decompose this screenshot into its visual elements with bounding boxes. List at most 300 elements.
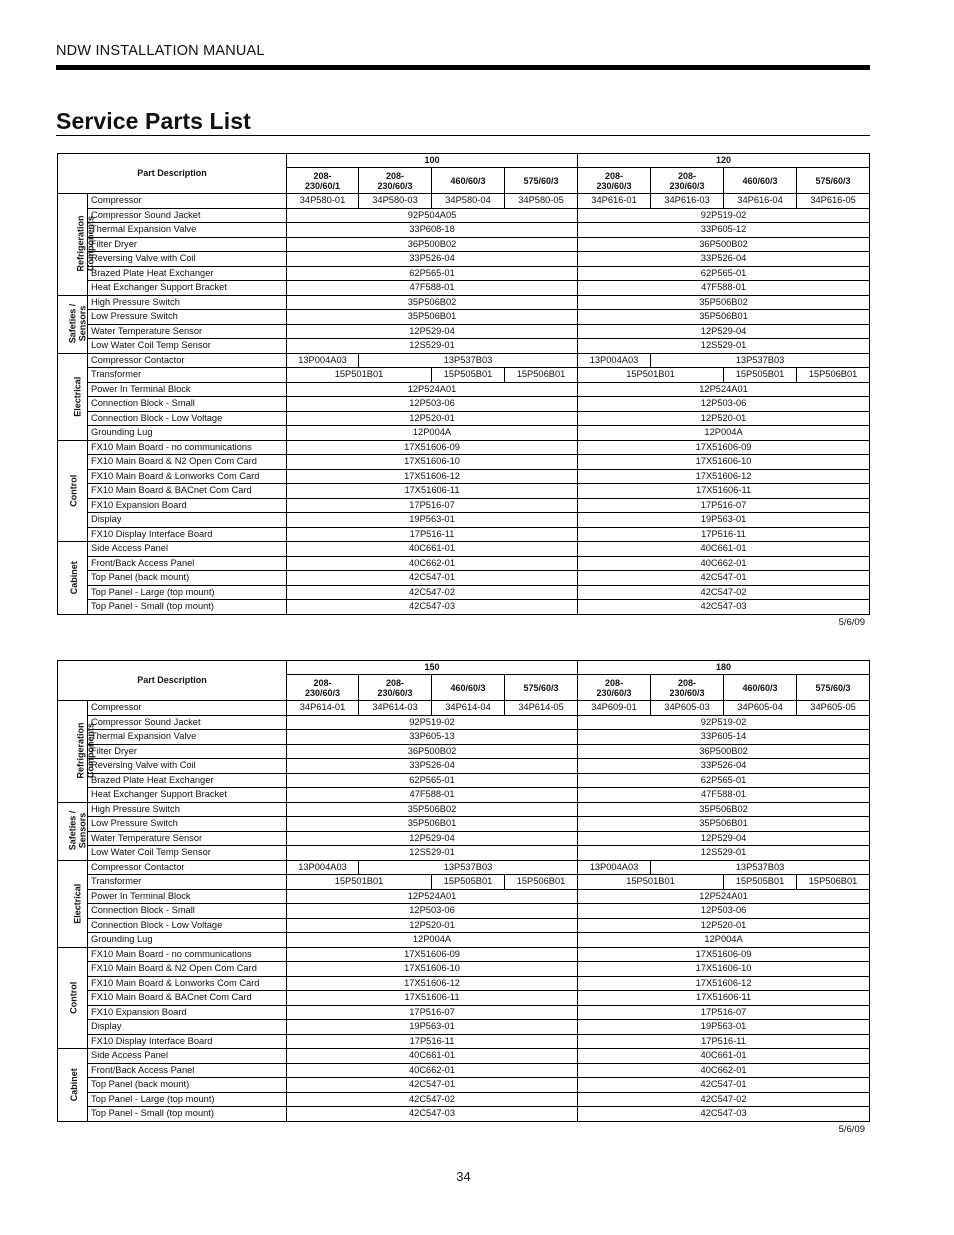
part-number: 12S529-01 xyxy=(287,846,578,861)
table-row xyxy=(58,1107,870,1122)
table-row xyxy=(58,194,870,209)
part-number: 17X51606-10 xyxy=(578,962,870,977)
part-number: 40C662-01 xyxy=(578,556,870,571)
part-number: 17X51606-12 xyxy=(287,469,578,484)
part-number: 15P506B01 xyxy=(505,875,578,890)
part-number: 15P505B01 xyxy=(432,875,505,890)
part-description: FX10 Main Board & BACnet Com Card xyxy=(88,991,287,1006)
table-row xyxy=(58,397,870,412)
part-number: 36P500B02 xyxy=(578,744,870,759)
part-description: Compressor Sound Jacket xyxy=(88,208,287,223)
voltage-header xyxy=(359,168,432,194)
part-number: 34P580-01 xyxy=(287,194,359,209)
part-description: Low Water Coil Temp Sensor xyxy=(88,846,287,861)
model-header: 120 xyxy=(578,154,870,168)
voltage-label: 460/60/3 xyxy=(742,682,778,693)
table-row xyxy=(58,991,870,1006)
category-label xyxy=(58,947,88,1049)
table-row xyxy=(58,527,870,542)
voltage-header xyxy=(578,675,651,701)
part-number: 12S529-01 xyxy=(287,339,578,354)
part-number: 13P537B03 xyxy=(359,860,578,875)
part-number: 12P524A01 xyxy=(578,382,870,397)
page-number: 34 xyxy=(456,1169,471,1184)
model-header: 180 xyxy=(578,661,870,675)
part-number: 34P605-04 xyxy=(724,701,797,716)
part-number: 17X51606-12 xyxy=(578,976,870,991)
part-number: 13P004A03 xyxy=(578,860,651,875)
voltage-label: 208- 230/60/1 xyxy=(304,170,341,191)
table-date: 5/6/09 xyxy=(838,617,865,628)
part-description: Filter Dryer xyxy=(88,744,287,759)
part-number: 34P616-03 xyxy=(651,194,724,209)
part-number: 62P565-01 xyxy=(287,773,578,788)
part-number: 17X51606-12 xyxy=(578,469,870,484)
part-number: 40C661-01 xyxy=(578,1049,870,1064)
table-row xyxy=(58,788,870,803)
part-number: 12P503-06 xyxy=(578,397,870,412)
part-number: 12P503-06 xyxy=(578,904,870,919)
part-number: 17X51606-09 xyxy=(287,440,578,455)
part-number: 17P516-11 xyxy=(287,527,578,542)
table-row xyxy=(58,846,870,861)
part-number: 12P503-06 xyxy=(287,904,578,919)
part-number: 19P563-01 xyxy=(287,1020,578,1035)
table-row xyxy=(58,353,870,368)
part-description: Top Panel (back mount) xyxy=(88,1078,287,1093)
part-number: 33P526-04 xyxy=(287,252,578,267)
voltage-header xyxy=(287,168,359,194)
page-title: Service Parts List xyxy=(56,108,251,134)
part-description: Water Temperature Sensor xyxy=(88,324,287,339)
part-number: 33P605-14 xyxy=(578,730,870,745)
part-number: 12S529-01 xyxy=(578,339,870,354)
category-text: Refrigeration Components xyxy=(75,215,96,272)
table-row xyxy=(58,513,870,528)
part-number: 40C661-01 xyxy=(287,1049,578,1064)
part-description: Heat Exchanger Support Bracket xyxy=(88,281,287,296)
table-row xyxy=(58,585,870,600)
part-description: Heat Exchanger Support Bracket xyxy=(88,788,287,803)
part-number: 12P520-01 xyxy=(578,411,870,426)
part-number: 17X51606-10 xyxy=(578,455,870,470)
part-number: 33P526-04 xyxy=(578,252,870,267)
category-text: Refrigeration Components xyxy=(75,722,96,779)
part-number: 34P609-01 xyxy=(578,701,651,716)
part-number: 17P516-07 xyxy=(287,1005,578,1020)
table-row xyxy=(58,469,870,484)
part-description: Low Pressure Switch xyxy=(88,817,287,832)
part-number: 40C661-01 xyxy=(287,542,578,557)
part-number: 34P580-03 xyxy=(359,194,432,209)
table-row xyxy=(58,382,870,397)
table-row xyxy=(58,1063,870,1078)
part-number: 36P500B02 xyxy=(287,237,578,252)
part-number: 12P004A xyxy=(287,426,578,441)
part-number: 12P520-01 xyxy=(287,411,578,426)
part-number: 35P506B02 xyxy=(287,295,578,310)
table-row xyxy=(58,773,870,788)
part-number: 13P537B03 xyxy=(651,353,870,368)
part-description: Low Pressure Switch xyxy=(88,310,287,325)
table-row xyxy=(58,802,870,817)
voltage-label: 208- 230/60/3 xyxy=(377,677,413,698)
category-text: Cabinet xyxy=(68,1068,79,1102)
part-description: Side Access Panel xyxy=(88,542,287,557)
table-row xyxy=(58,484,870,499)
category-label xyxy=(58,1049,88,1122)
part-number: 62P565-01 xyxy=(287,266,578,281)
voltage-label: 208- 230/60/3 xyxy=(596,170,632,191)
part-description: Top Panel - Small (top mount) xyxy=(88,600,287,615)
voltage-label: 460/60/3 xyxy=(450,175,486,186)
part-number: 33P526-04 xyxy=(578,759,870,774)
part-number: 34P616-05 xyxy=(797,194,870,209)
table-row xyxy=(58,542,870,557)
table-row xyxy=(58,933,870,948)
part-number: 17X51606-11 xyxy=(578,484,870,499)
table-row xyxy=(58,295,870,310)
part-description: Compressor Contactor xyxy=(88,860,287,875)
part-number: 17P516-11 xyxy=(578,1034,870,1049)
part-number: 17X51606-12 xyxy=(287,976,578,991)
part-number: 17X51606-11 xyxy=(287,484,578,499)
voltage-header xyxy=(578,168,651,194)
part-number: 34P605-03 xyxy=(651,701,724,716)
table-row xyxy=(58,730,870,745)
part-description: FX10 Main Board & Lonworks Com Card xyxy=(88,976,287,991)
part-number: 13P004A03 xyxy=(287,353,359,368)
table-row xyxy=(58,208,870,223)
voltage-header xyxy=(505,675,578,701)
voltage-header xyxy=(287,675,359,701)
part-description: High Pressure Switch xyxy=(88,802,287,817)
table-row xyxy=(58,324,870,339)
voltage-label: 575/60/3 xyxy=(815,175,851,186)
table-row xyxy=(58,947,870,962)
part-description: Connection Block - Low Voltage xyxy=(88,411,287,426)
part-number: 15P505B01 xyxy=(724,368,797,383)
part-number: 12P520-01 xyxy=(578,918,870,933)
voltage-header xyxy=(651,168,724,194)
part-description: Brazed Plate Heat Exchanger xyxy=(88,773,287,788)
header-row-models xyxy=(58,661,870,675)
part-number: 15P501B01 xyxy=(287,368,432,383)
part-number: 34P616-01 xyxy=(578,194,651,209)
part-number: 34P580-04 xyxy=(432,194,505,209)
table-row xyxy=(58,875,870,890)
part-number: 15P505B01 xyxy=(724,875,797,890)
part-number: 42C547-02 xyxy=(287,1092,578,1107)
table-row xyxy=(58,831,870,846)
part-number: 47F588-01 xyxy=(578,788,870,803)
part-description: Front/Back Access Panel xyxy=(88,556,287,571)
model-header: 100 xyxy=(287,154,578,168)
part-number: 42C547-02 xyxy=(287,585,578,600)
table-row xyxy=(58,368,870,383)
part-number: 12P520-01 xyxy=(287,918,578,933)
part-description: Front/Back Access Panel xyxy=(88,1063,287,1078)
part-number: 15P506B01 xyxy=(797,875,870,890)
table-row xyxy=(58,281,870,296)
part-description: Top Panel - Large (top mount) xyxy=(88,585,287,600)
part-number: 19P563-01 xyxy=(578,1020,870,1035)
part-number: 15P501B01 xyxy=(578,875,724,890)
table-row xyxy=(58,411,870,426)
part-number: 42C547-01 xyxy=(578,571,870,586)
table-row xyxy=(58,455,870,470)
part-number: 35P506B02 xyxy=(578,802,870,817)
part-number: 17X51606-10 xyxy=(287,455,578,470)
part-number: 15P505B01 xyxy=(432,368,505,383)
category-text: Electrical xyxy=(72,883,83,924)
table-row xyxy=(58,600,870,615)
part-description: FX10 Main Board - no communications xyxy=(88,947,287,962)
part-description: Water Temperature Sensor xyxy=(88,831,287,846)
table-row xyxy=(58,1020,870,1035)
part-number: 12P529-04 xyxy=(578,324,870,339)
category-text: Electrical xyxy=(72,376,83,417)
part-number: 12P529-04 xyxy=(287,831,578,846)
part-number: 12P503-06 xyxy=(287,397,578,412)
table-row xyxy=(58,1034,870,1049)
part-number: 13P004A03 xyxy=(287,860,359,875)
part-number: 42C547-03 xyxy=(578,600,870,615)
part-number: 12P004A xyxy=(287,933,578,948)
part-description: Filter Dryer xyxy=(88,237,287,252)
table-row xyxy=(58,1005,870,1020)
part-number: 17P516-07 xyxy=(578,498,870,513)
part-description: FX10 Display Interface Board xyxy=(88,527,287,542)
part-description: Display xyxy=(88,1020,287,1035)
part-number: 17X51606-11 xyxy=(578,991,870,1006)
table-row xyxy=(58,252,870,267)
table-row xyxy=(58,918,870,933)
part-number: 17X51606-09 xyxy=(287,947,578,962)
category-text: Control xyxy=(68,981,79,1014)
part-description: Thermal Expansion Valve xyxy=(88,223,287,238)
category-text: Safeties / Sensors xyxy=(67,810,87,850)
part-number: 35P506B01 xyxy=(578,817,870,832)
part-number: 17X51606-10 xyxy=(287,962,578,977)
part-number: 13P537B03 xyxy=(651,860,870,875)
part-description: Reversing Valve with Coil xyxy=(88,759,287,774)
category-text: Cabinet xyxy=(68,561,79,595)
part-number: 34P616-04 xyxy=(724,194,797,209)
voltage-label: 208- 230/60/3 xyxy=(596,677,632,698)
part-description: Power In Terminal Block xyxy=(88,382,287,397)
part-number: 12P524A01 xyxy=(578,889,870,904)
part-number: 33P605-13 xyxy=(287,730,578,745)
part-number: 17X51606-11 xyxy=(287,991,578,1006)
table-row xyxy=(58,440,870,455)
part-number: 42C547-01 xyxy=(287,571,578,586)
voltage-header xyxy=(797,675,870,701)
part-number: 12S529-01 xyxy=(578,846,870,861)
part-description: Grounding Lug xyxy=(88,933,287,948)
table-row xyxy=(58,889,870,904)
part-description: Connection Block - Small xyxy=(88,397,287,412)
part-number: 34P614-05 xyxy=(505,701,578,716)
table-row xyxy=(58,1078,870,1093)
table-row xyxy=(58,1092,870,1107)
table-row xyxy=(58,426,870,441)
voltage-header xyxy=(359,675,432,701)
table-row xyxy=(58,860,870,875)
part-description: Grounding Lug xyxy=(88,426,287,441)
part-description: FX10 Expansion Board xyxy=(88,1005,287,1020)
part-number: 36P500B02 xyxy=(287,744,578,759)
part-number: 15P506B01 xyxy=(505,368,578,383)
part-number: 33P526-04 xyxy=(287,759,578,774)
part-description: FX10 Main Board & N2 Open Com Card xyxy=(88,962,287,977)
table-row xyxy=(58,266,870,281)
part-number: 17P516-07 xyxy=(287,498,578,513)
voltage-label: 460/60/3 xyxy=(450,682,486,693)
table-row xyxy=(58,701,870,716)
part-number: 35P506B02 xyxy=(578,295,870,310)
table-row xyxy=(58,962,870,977)
part-number: 33P608-18 xyxy=(287,223,578,238)
category-label xyxy=(58,701,96,803)
part-number: 42C547-02 xyxy=(578,585,870,600)
category-text: Safeties / Sensors xyxy=(67,303,87,343)
voltage-header xyxy=(797,168,870,194)
part-description: Side Access Panel xyxy=(88,1049,287,1064)
voltage-label: 208- 230/60/3 xyxy=(669,170,705,191)
part-number: 47F588-01 xyxy=(287,788,578,803)
part-number: 42C547-02 xyxy=(578,1092,870,1107)
voltage-label: 208- 230/60/3 xyxy=(669,677,705,698)
voltage-header xyxy=(505,168,578,194)
part-description: Compressor Sound Jacket xyxy=(88,715,287,730)
header-rule xyxy=(56,65,870,70)
part-number: 17P516-11 xyxy=(287,1034,578,1049)
part-number: 13P537B03 xyxy=(359,353,578,368)
table-row xyxy=(58,904,870,919)
table-row xyxy=(58,1049,870,1064)
part-number: 19P563-01 xyxy=(287,513,578,528)
category-text: Control xyxy=(68,474,79,507)
part-number: 92P504A05 xyxy=(287,208,578,223)
table-row xyxy=(58,310,870,325)
voltage-header xyxy=(432,675,505,701)
voltage-label: 208- 230/60/3 xyxy=(377,170,413,191)
part-description: High Pressure Switch xyxy=(88,295,287,310)
part-number: 15P506B01 xyxy=(797,368,870,383)
part-number: 40C662-01 xyxy=(287,556,578,571)
voltage-label: 460/60/3 xyxy=(742,175,778,186)
voltage-label: 208- 230/60/3 xyxy=(304,677,341,698)
part-description: FX10 Display Interface Board xyxy=(88,1034,287,1049)
voltage-header xyxy=(724,675,797,701)
part-number: 62P565-01 xyxy=(578,773,870,788)
part-description: Thermal Expansion Valve xyxy=(88,730,287,745)
part-description: FX10 Main Board & N2 Open Com Card xyxy=(88,455,287,470)
part-number: 34P614-04 xyxy=(432,701,505,716)
table-row xyxy=(58,498,870,513)
part-number: 35P506B02 xyxy=(287,802,578,817)
part-number: 17X51606-09 xyxy=(578,440,870,455)
manual-header: NDW INSTALLATION MANUAL xyxy=(56,43,265,59)
part-number: 12P524A01 xyxy=(287,889,578,904)
part-description: Brazed Plate Heat Exchanger xyxy=(88,266,287,281)
part-description: Top Panel (back mount) xyxy=(88,571,287,586)
part-number: 47F588-01 xyxy=(578,281,870,296)
part-description: Connection Block - Low Voltage xyxy=(88,918,287,933)
table-date: 5/6/09 xyxy=(838,1124,865,1135)
part-number: 40C662-01 xyxy=(578,1063,870,1078)
table-row xyxy=(58,976,870,991)
part-description: Compressor xyxy=(88,194,287,209)
part-description-header: Part Description xyxy=(58,154,287,194)
part-number: 42C547-03 xyxy=(287,1107,578,1122)
part-number: 42C547-01 xyxy=(287,1078,578,1093)
category-label xyxy=(58,440,88,542)
part-number: 15P501B01 xyxy=(578,368,724,383)
part-description: Compressor Contactor xyxy=(88,353,287,368)
category-label xyxy=(58,353,88,440)
part-number: 13P004A03 xyxy=(578,353,651,368)
part-description: FX10 Main Board & Lonworks Com Card xyxy=(88,469,287,484)
part-number: 12P529-04 xyxy=(287,324,578,339)
table-row xyxy=(58,744,870,759)
part-description: Top Panel - Large (top mount) xyxy=(88,1092,287,1107)
part-description: Top Panel - Small (top mount) xyxy=(88,1107,287,1122)
category-label xyxy=(58,295,88,353)
category-label xyxy=(58,860,88,947)
part-number: 19P563-01 xyxy=(578,513,870,528)
part-number: 17P516-07 xyxy=(578,1005,870,1020)
part-number: 35P506B01 xyxy=(287,310,578,325)
parts-table-150-180 xyxy=(57,660,870,1122)
part-number: 17X51606-09 xyxy=(578,947,870,962)
part-number: 42C547-03 xyxy=(578,1107,870,1122)
part-number: 62P565-01 xyxy=(578,266,870,281)
table-row xyxy=(58,237,870,252)
header-row-models xyxy=(58,154,870,168)
part-number: 47F588-01 xyxy=(287,281,578,296)
part-description: Low Water Coil Temp Sensor xyxy=(88,339,287,354)
part-number: 12P524A01 xyxy=(287,382,578,397)
voltage-header xyxy=(724,168,797,194)
part-number: 12P529-04 xyxy=(578,831,870,846)
part-description: Compressor xyxy=(88,701,287,716)
part-description: Transformer xyxy=(88,368,287,383)
part-description: FX10 Main Board & BACnet Com Card xyxy=(88,484,287,499)
part-number: 12P004A xyxy=(578,426,870,441)
category-label xyxy=(58,802,88,860)
title-rule xyxy=(56,135,870,136)
part-description: Reversing Valve with Coil xyxy=(88,252,287,267)
part-number: 12P004A xyxy=(578,933,870,948)
table-row xyxy=(58,715,870,730)
part-number: 34P580-05 xyxy=(505,194,578,209)
part-description: Transformer xyxy=(88,875,287,890)
part-number: 36P500B02 xyxy=(578,237,870,252)
category-label xyxy=(58,194,96,296)
part-number: 92P519-02 xyxy=(578,208,870,223)
part-number: 35P506B01 xyxy=(578,310,870,325)
part-number: 92P519-02 xyxy=(578,715,870,730)
part-description-header: Part Description xyxy=(58,661,287,701)
part-number: 40C661-01 xyxy=(578,542,870,557)
category-label xyxy=(58,542,88,615)
voltage-header xyxy=(651,675,724,701)
table-row xyxy=(58,571,870,586)
table-row xyxy=(58,339,870,354)
part-description: FX10 Expansion Board xyxy=(88,498,287,513)
